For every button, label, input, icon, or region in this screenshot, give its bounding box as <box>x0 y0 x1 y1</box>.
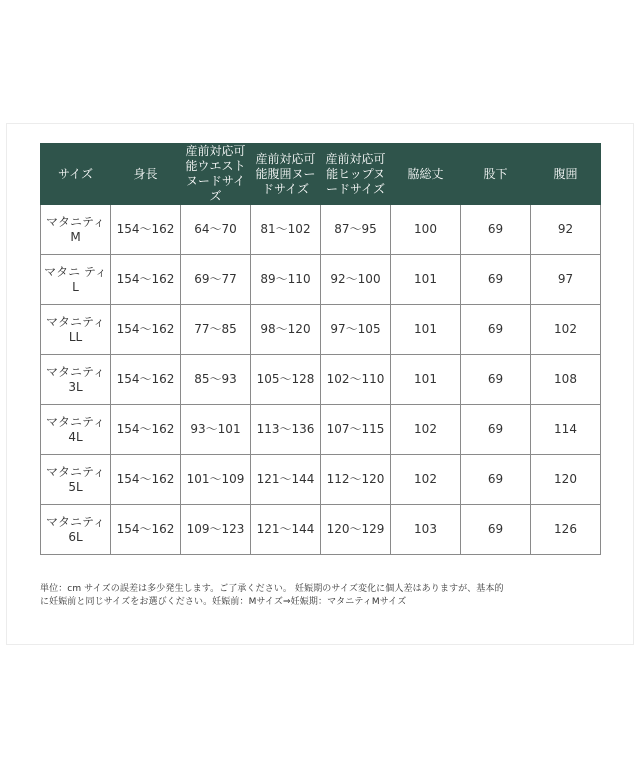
cell-size: マタニティ5L <box>41 455 111 505</box>
cell-hip: 107〜115 <box>321 405 391 455</box>
header-inseam: 股下 <box>461 144 531 205</box>
header-side-length: 脇総丈 <box>391 144 461 205</box>
cell-waist: 109〜123 <box>181 505 251 555</box>
cell-abdomen: 126 <box>531 505 601 555</box>
cell-belly: 81〜102 <box>251 205 321 255</box>
table-row <box>41 305 601 355</box>
cell-hip: 102〜110 <box>321 355 391 405</box>
cell-inseam: 69 <box>461 355 531 405</box>
cell-hip: 97〜105 <box>321 305 391 355</box>
cell-waist: 93〜101 <box>181 405 251 455</box>
cell-size: マタニティM <box>41 205 111 255</box>
cell-inseam: 69 <box>461 505 531 555</box>
header-size: サイズ <box>41 144 111 205</box>
header-hip: 産前対応可能ヒップヌードサイズ <box>321 144 391 205</box>
table-row <box>41 355 601 405</box>
header-height: 身長 <box>111 144 181 205</box>
cell-inseam: 69 <box>461 455 531 505</box>
cell-abdomen: 120 <box>531 455 601 505</box>
size-note <box>40 583 600 609</box>
cell-side-length: 100 <box>391 205 461 255</box>
cell-side-length: 102 <box>391 405 461 455</box>
cell-hip: 112〜120 <box>321 455 391 505</box>
cell-size: マタニティLL <box>41 305 111 355</box>
note-line-1: 単位：cm サイズの誤差は多少発生します。ご了承ください。 妊娠期のサイズ変化に個人差はありますが、基本的 <box>40 584 504 594</box>
cell-height: 154〜162 <box>111 305 181 355</box>
table-header-row <box>41 144 601 205</box>
cell-inseam: 69 <box>461 305 531 355</box>
cell-height: 154〜162 <box>111 405 181 455</box>
cell-abdomen: 102 <box>531 305 601 355</box>
cell-waist: 85〜93 <box>181 355 251 405</box>
cell-height: 154〜162 <box>111 355 181 405</box>
cell-height: 154〜162 <box>111 255 181 305</box>
cell-abdomen: 114 <box>531 405 601 455</box>
header-abdomen: 腹囲 <box>531 144 601 205</box>
cell-size: マタニティ6L <box>41 505 111 555</box>
cell-side-length: 101 <box>391 355 461 405</box>
cell-inseam: 69 <box>461 405 531 455</box>
cell-inseam: 69 <box>461 255 531 305</box>
cell-belly: 105〜128 <box>251 355 321 405</box>
cell-hip: 92〜100 <box>321 255 391 305</box>
cell-size: マタニティ4L <box>41 405 111 455</box>
cell-abdomen: 108 <box>531 355 601 405</box>
table-row <box>41 405 601 455</box>
cell-side-length: 101 <box>391 255 461 305</box>
cell-height: 154〜162 <box>111 205 181 255</box>
cell-waist: 101〜109 <box>181 455 251 505</box>
table-row <box>41 205 601 255</box>
cell-size: マタニ ティL <box>41 255 111 305</box>
cell-inseam: 69 <box>461 205 531 255</box>
cell-side-length: 103 <box>391 505 461 555</box>
cell-side-length: 102 <box>391 455 461 505</box>
cell-belly: 113〜136 <box>251 405 321 455</box>
cell-waist: 77〜85 <box>181 305 251 355</box>
cell-belly: 98〜120 <box>251 305 321 355</box>
table-row <box>41 255 601 305</box>
size-table <box>40 143 601 555</box>
header-waist: 産前対応可能ウエストヌードサイズ <box>181 144 251 205</box>
header-belly: 産前対応可能腹囲ヌードサイズ <box>251 144 321 205</box>
cell-hip: 120〜129 <box>321 505 391 555</box>
note-line-2: に妊娠前と同じサイズをお選びください。妊娠前：Mサイズ⇒妊娠期：マタニティMサイズ <box>40 597 407 607</box>
cell-belly: 89〜110 <box>251 255 321 305</box>
cell-size: マタニティ3L <box>41 355 111 405</box>
cell-waist: 64〜70 <box>181 205 251 255</box>
cell-height: 154〜162 <box>111 455 181 505</box>
cell-abdomen: 97 <box>531 255 601 305</box>
cell-belly: 121〜144 <box>251 455 321 505</box>
cell-belly: 121〜144 <box>251 505 321 555</box>
cell-side-length: 101 <box>391 305 461 355</box>
cell-height: 154〜162 <box>111 505 181 555</box>
table-row <box>41 505 601 555</box>
cell-abdomen: 92 <box>531 205 601 255</box>
cell-hip: 87〜95 <box>321 205 391 255</box>
table-row <box>41 455 601 505</box>
cell-waist: 69〜77 <box>181 255 251 305</box>
